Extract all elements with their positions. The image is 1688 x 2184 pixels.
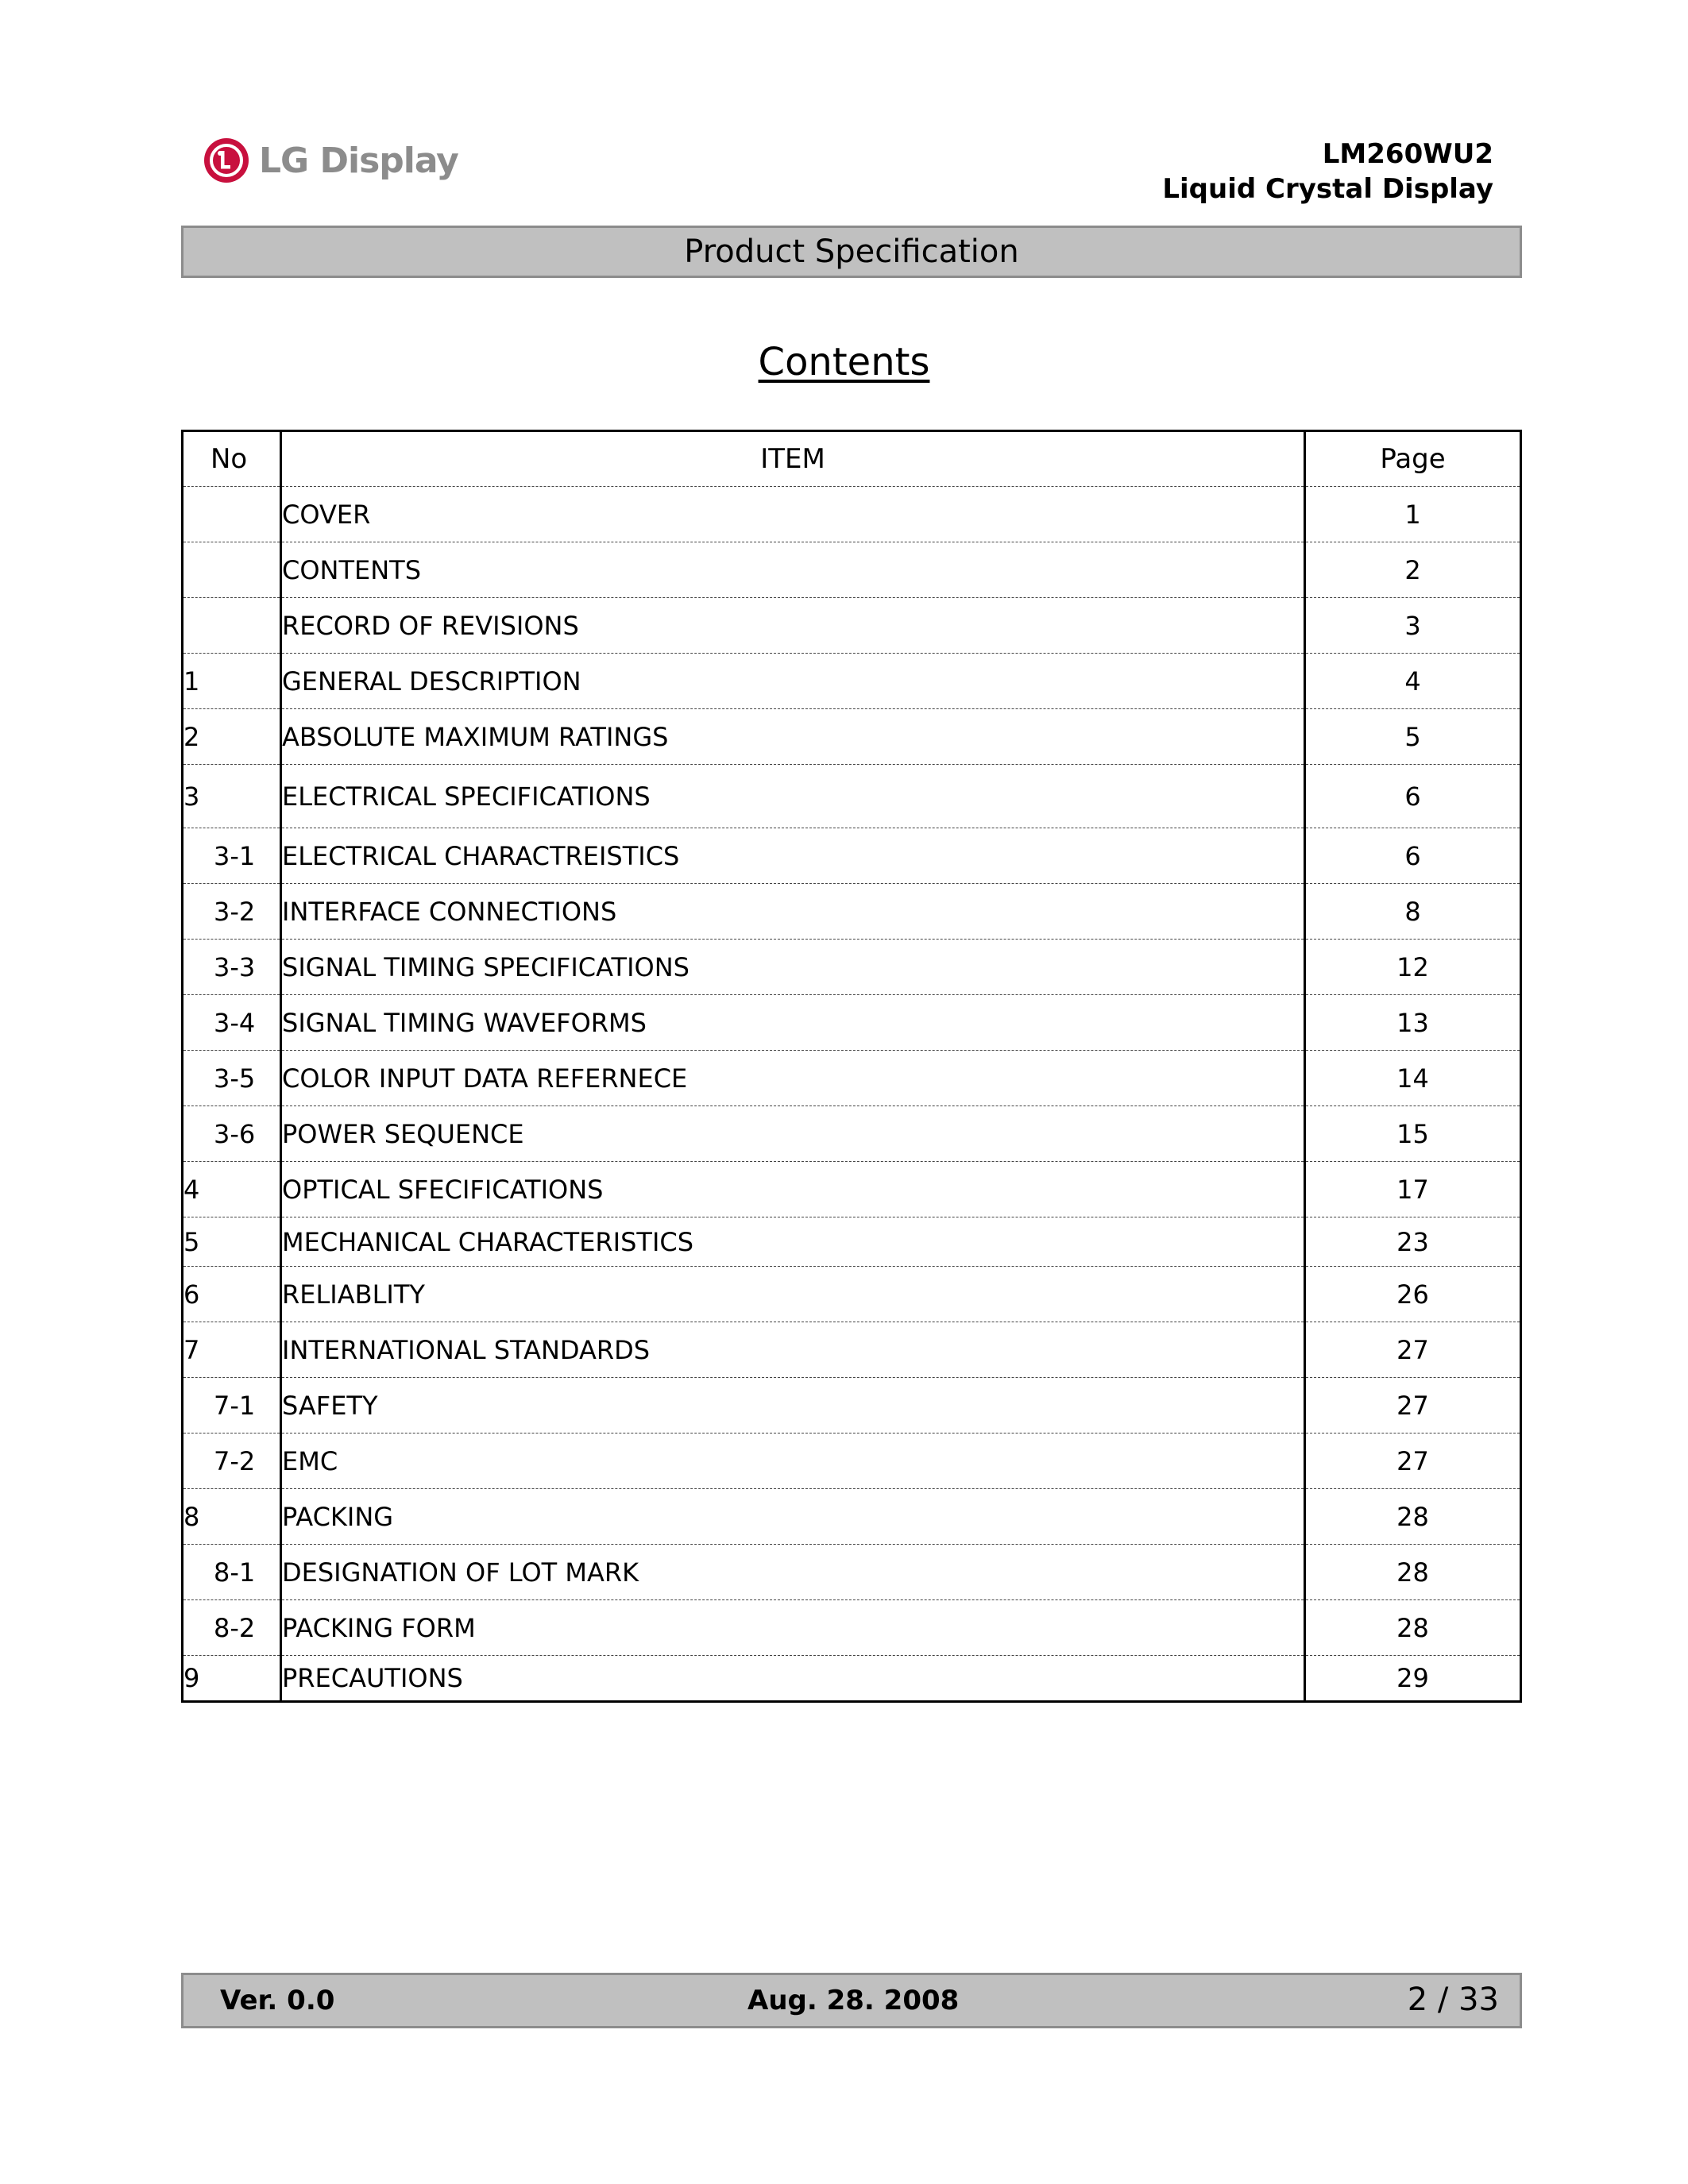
row-item: COLOR INPUT DATA REFERNECE [281, 1051, 1305, 1106]
table-row [183, 709, 1521, 765]
table-row [183, 487, 1521, 542]
row-page: 27 [1305, 1433, 1521, 1489]
row-number [183, 487, 281, 542]
table-row [183, 1106, 1521, 1162]
brand-name: LG Display [259, 140, 458, 181]
row-number: 8-1 [183, 1545, 281, 1600]
row-page: 29 [1305, 1656, 1521, 1702]
row-page: 3 [1305, 598, 1521, 654]
table-row [183, 1545, 1521, 1600]
table-row [183, 1489, 1521, 1545]
row-number: 9 [183, 1656, 281, 1702]
row-item: MECHANICAL CHARACTERISTICS [281, 1217, 1305, 1267]
row-page: 27 [1305, 1378, 1521, 1433]
row-page: 2 [1305, 542, 1521, 598]
row-number: 4 [183, 1162, 281, 1217]
row-number: 3-4 [183, 995, 281, 1051]
table-row [183, 828, 1521, 884]
row-number: 3 [183, 765, 281, 828]
table-row [183, 1600, 1521, 1656]
row-number: 3-1 [183, 828, 281, 884]
row-number: 3-3 [183, 940, 281, 995]
row-page: 28 [1305, 1545, 1521, 1600]
row-page: 27 [1305, 1322, 1521, 1378]
table-row [183, 1051, 1521, 1106]
row-page: 17 [1305, 1162, 1521, 1217]
row-item: CONTENTS [281, 542, 1305, 598]
table-row [183, 1656, 1521, 1702]
row-number: 3-5 [183, 1051, 281, 1106]
table-row [183, 654, 1521, 709]
table-row [183, 1433, 1521, 1489]
table-row [183, 940, 1521, 995]
row-number: 3-2 [183, 884, 281, 940]
row-page: 14 [1305, 1051, 1521, 1106]
row-item: OPTICAL SFECIFICATIONS [281, 1162, 1305, 1217]
footer-page-number: 2 / 33 [1407, 1981, 1499, 2018]
row-number: 8-2 [183, 1600, 281, 1656]
row-number: 7-2 [183, 1433, 281, 1489]
row-page: 15 [1305, 1106, 1521, 1162]
table-row [183, 598, 1521, 654]
row-number: 1 [183, 654, 281, 709]
table-row [183, 1217, 1521, 1267]
row-item: PRECAUTIONS [281, 1656, 1305, 1702]
model-subtitle: Liquid Crystal Display [1162, 173, 1493, 205]
row-number: 2 [183, 709, 281, 765]
footer-date: Aug. 28. 2008 [747, 1985, 960, 2016]
row-page: 13 [1305, 995, 1521, 1051]
row-item: SIGNAL TIMING WAVEFORMS [281, 995, 1305, 1051]
row-number [183, 598, 281, 654]
row-item: EMC [281, 1433, 1305, 1489]
row-item: ABSOLUTE MAXIMUM RATINGS [281, 709, 1305, 765]
row-item: SIGNAL TIMING SPECIFICATIONS [281, 940, 1305, 995]
row-page: 6 [1305, 828, 1521, 884]
row-page: 6 [1305, 765, 1521, 828]
row-item: INTERFACE CONNECTIONS [281, 884, 1305, 940]
lg-display-logo [203, 135, 458, 186]
lg-logo-icon [203, 137, 249, 183]
table-row [183, 1378, 1521, 1433]
product-spec-title: Product Specification [684, 233, 1019, 270]
table-header-row [183, 431, 1521, 487]
row-number: 3-6 [183, 1106, 281, 1162]
row-number: 8 [183, 1489, 281, 1545]
row-number: 7-1 [183, 1378, 281, 1433]
row-item: POWER SEQUENCE [281, 1106, 1305, 1162]
table-row [183, 884, 1521, 940]
row-number: 7 [183, 1322, 281, 1378]
row-page: 26 [1305, 1267, 1521, 1322]
row-item: DESIGNATION OF LOT MARK [281, 1545, 1305, 1600]
row-item: GENERAL DESCRIPTION [281, 654, 1305, 709]
row-item: ELECTRICAL SPECIFICATIONS [281, 765, 1305, 828]
row-page: 12 [1305, 940, 1521, 995]
table-row [183, 765, 1521, 828]
header-item: ITEM [281, 431, 1305, 487]
header-no: No [183, 431, 281, 487]
footer-version: Ver. 0.0 [220, 1985, 335, 2016]
row-page: 4 [1305, 654, 1521, 709]
row-number [183, 542, 281, 598]
product-spec-banner [181, 226, 1522, 278]
contents-table [181, 430, 1522, 1703]
row-item: SAFETY [281, 1378, 1305, 1433]
row-page: 28 [1305, 1600, 1521, 1656]
row-number: 6 [183, 1267, 281, 1322]
header-page: Page [1305, 431, 1521, 487]
model-number: LM260WU2 [1322, 138, 1493, 170]
row-page: 8 [1305, 884, 1521, 940]
row-item: RELIABLITY [281, 1267, 1305, 1322]
table-row [183, 542, 1521, 598]
row-number: 5 [183, 1217, 281, 1267]
table-row [183, 1162, 1521, 1217]
row-page: 1 [1305, 487, 1521, 542]
row-item: ELECTRICAL CHARACTREISTICS [281, 828, 1305, 884]
table-row [183, 1267, 1521, 1322]
model-heading [1162, 137, 1493, 206]
row-page: 28 [1305, 1489, 1521, 1545]
row-item: PACKING [281, 1489, 1305, 1545]
row-item: COVER [281, 487, 1305, 542]
table-row [183, 1322, 1521, 1378]
contents-title: Contents [758, 340, 930, 384]
row-page: 23 [1305, 1217, 1521, 1267]
footer-bar [181, 1973, 1522, 2028]
table-row [183, 995, 1521, 1051]
row-item: RECORD OF REVISIONS [281, 598, 1305, 654]
row-item: INTERNATIONAL STANDARDS [281, 1322, 1305, 1378]
row-item: PACKING FORM [281, 1600, 1305, 1656]
row-page: 5 [1305, 709, 1521, 765]
